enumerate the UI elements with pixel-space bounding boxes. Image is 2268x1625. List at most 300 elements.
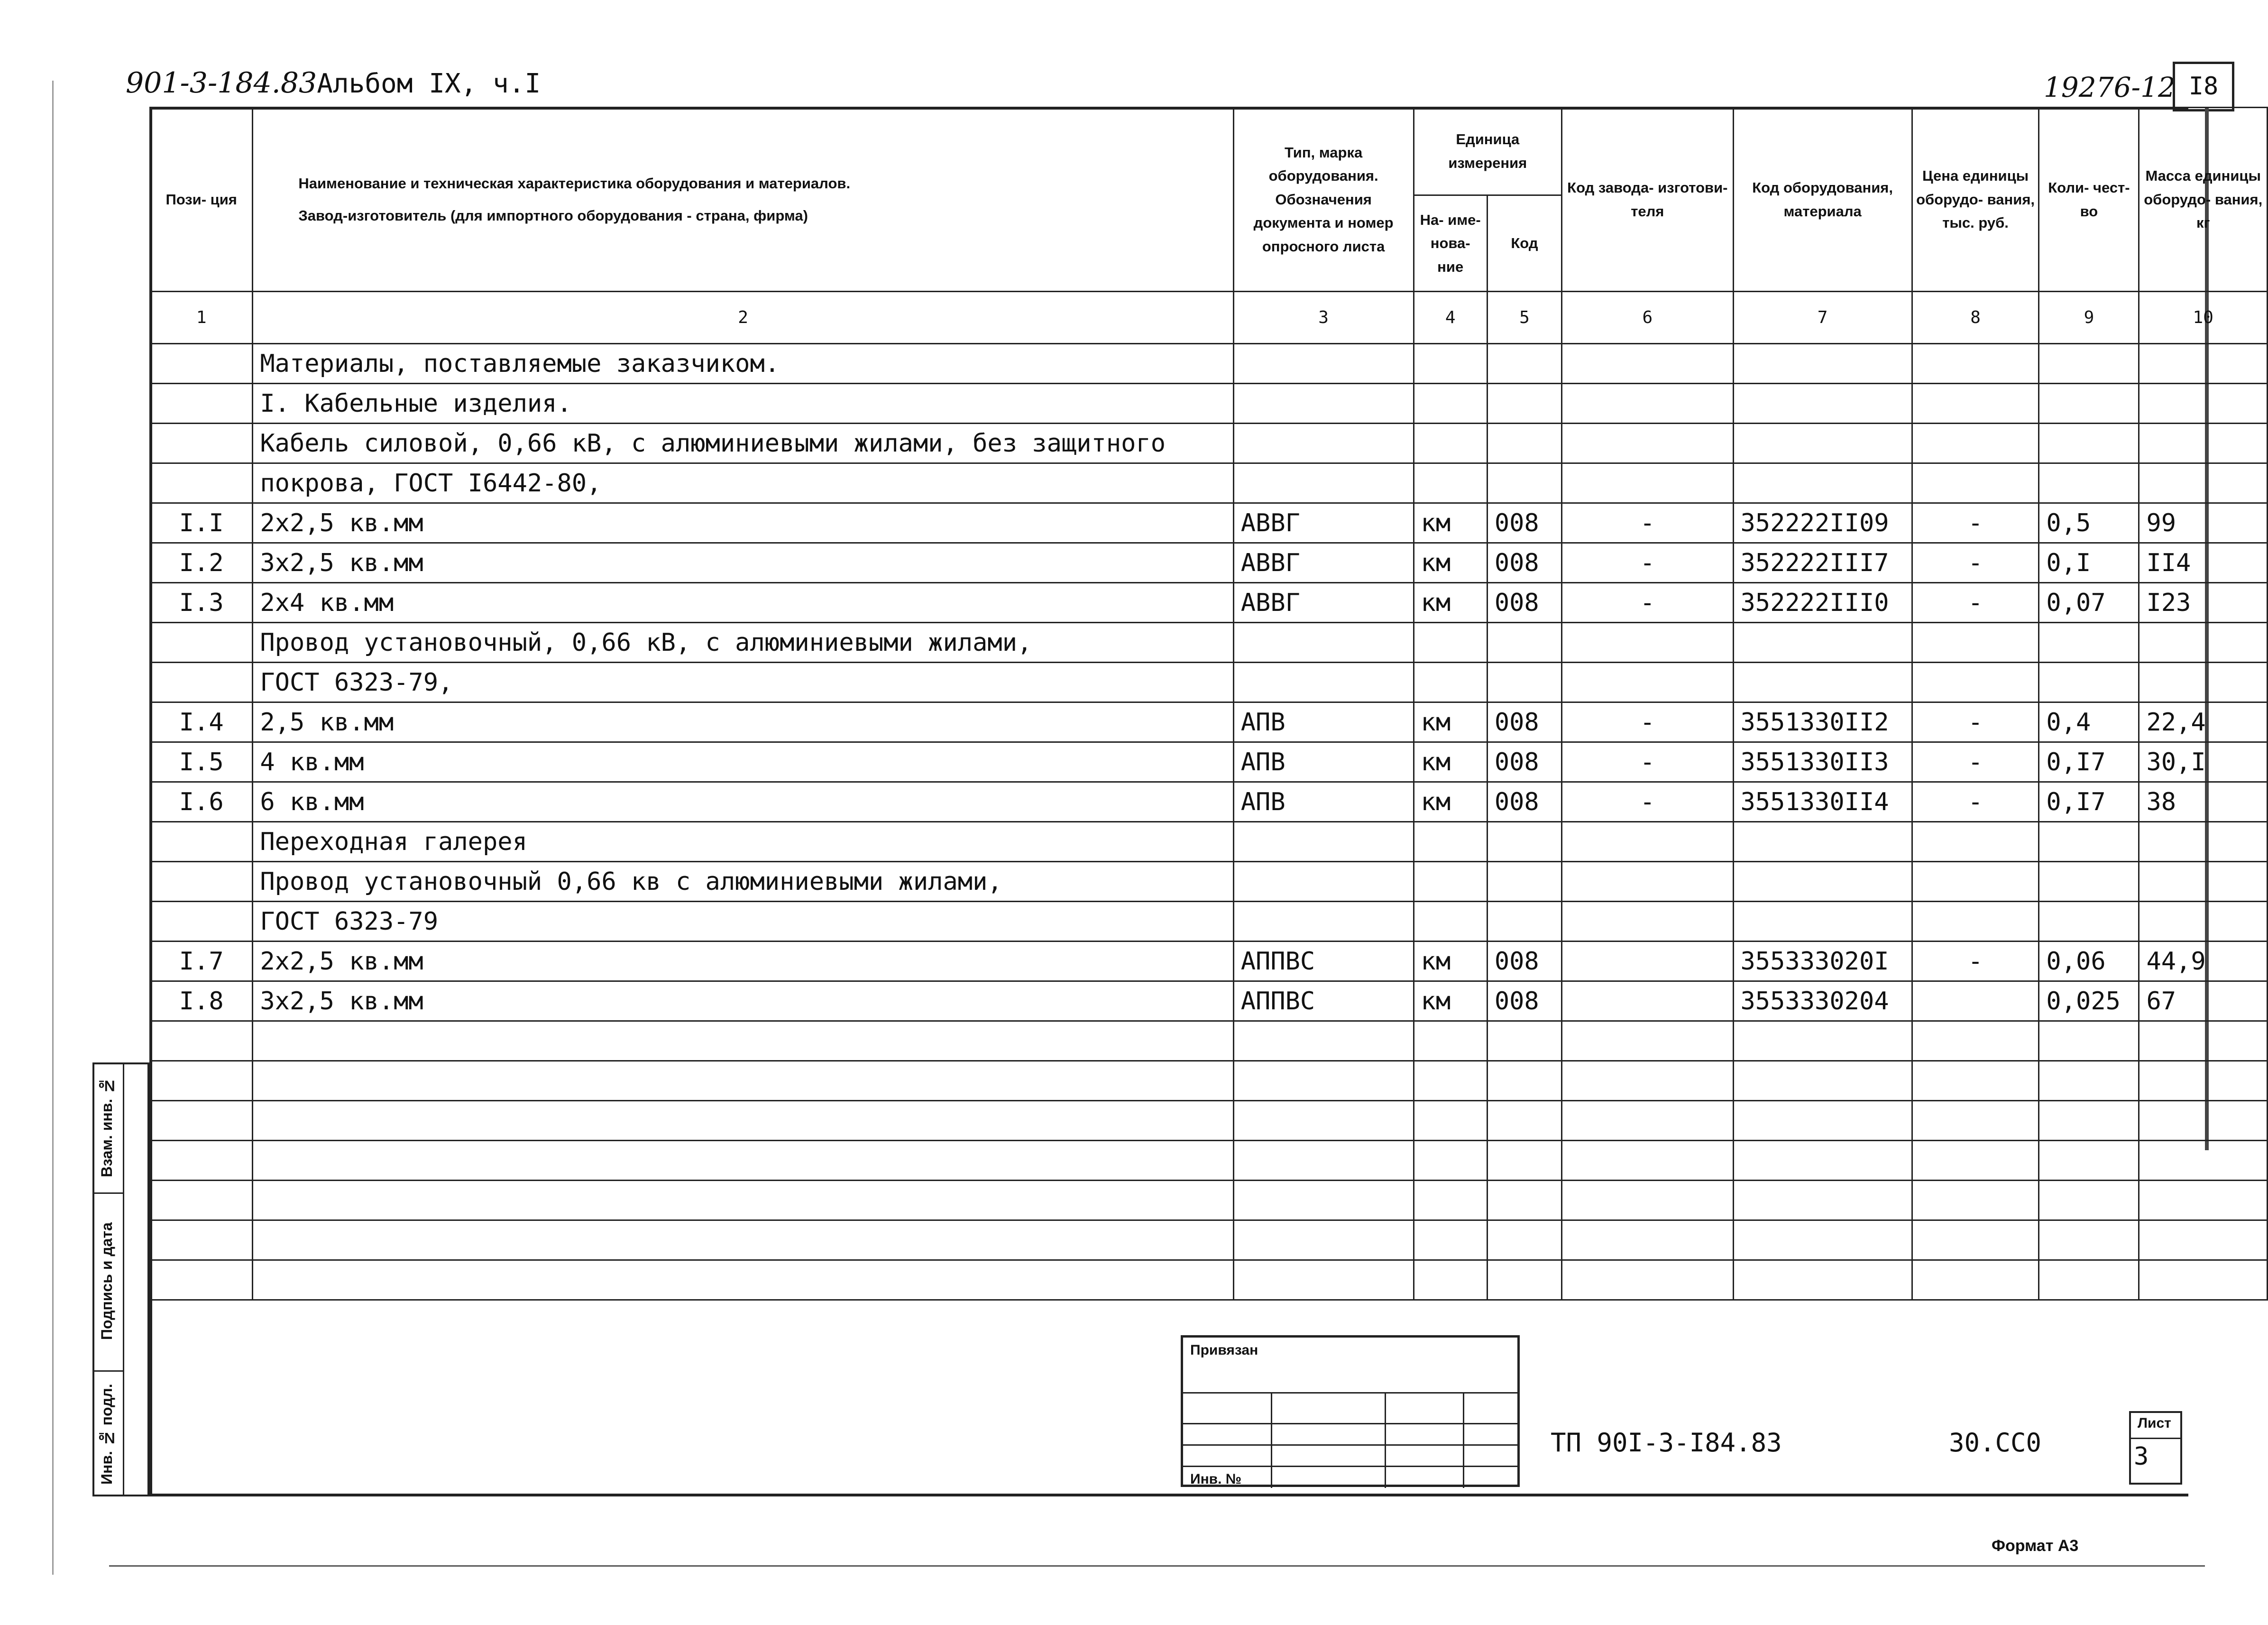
row-maker-code: - <box>1562 583 1733 623</box>
format-label: Формат А3 <box>1992 1537 2079 1555</box>
row-position: I.6 <box>150 782 253 822</box>
row-price: - <box>1912 742 2039 782</box>
row-name <box>253 1260 1233 1300</box>
row-price <box>1912 862 2039 902</box>
row-maker-code <box>1562 902 1733 942</box>
row-position <box>150 623 253 663</box>
row-unit <box>1414 1021 1487 1061</box>
row-name <box>253 1220 1233 1260</box>
column-number: 9 <box>2039 292 2139 344</box>
table-row <box>150 822 2268 862</box>
row-unit-code <box>1487 862 1561 902</box>
row-quantity: 0,06 <box>2039 942 2139 981</box>
row-name <box>253 1181 1233 1220</box>
document-code: 30.СС0 <box>1949 1428 2042 1458</box>
row-price <box>1912 384 2039 424</box>
row-unit: км <box>1414 543 1487 583</box>
header-type: Тип, марка оборудования. Обозначения документа и номер опросного листа <box>1233 108 1414 292</box>
album-label: Альбом IX, ч.I <box>317 68 541 99</box>
row-type: АПВ <box>1233 702 1414 742</box>
row-mass <box>2139 862 2268 902</box>
row-mass <box>2139 384 2268 424</box>
row-equipment-code: 3551330II4 <box>1733 782 1912 822</box>
row-maker-code: - <box>1562 543 1733 583</box>
header-position: Пози- ция <box>150 108 253 292</box>
row-position <box>150 1141 253 1181</box>
column-number: 10 <box>2139 292 2268 344</box>
row-maker-code <box>1562 463 1733 503</box>
row-name: I. Кабельные изделия. <box>253 384 1233 424</box>
row-position <box>150 1021 253 1061</box>
header-mass: Масса единицы оборудо- вания, кг <box>2139 108 2268 292</box>
attachment-stamp <box>1181 1335 1520 1487</box>
row-equipment-code <box>1733 1021 1912 1061</box>
table-row <box>150 702 2268 742</box>
column-number: 3 <box>1233 292 1414 344</box>
row-name: 2х2,5 кв.мм <box>253 942 1233 981</box>
row-position <box>150 1101 253 1141</box>
row-quantity: 0,5 <box>2039 503 2139 543</box>
row-unit-code <box>1487 822 1561 862</box>
side-sign-date-label: Подпись и дата <box>98 1222 115 1340</box>
row-maker-code <box>1562 424 1733 463</box>
row-mass <box>2139 1181 2268 1220</box>
row-mass: 44,9 <box>2139 942 2268 981</box>
row-unit: км <box>1414 583 1487 623</box>
row-quantity: 0,I7 <box>2039 742 2139 782</box>
row-name: Провод установочный 0,66 кв с алюминиевыми жилами, <box>253 862 1233 902</box>
row-maker-code: - <box>1562 503 1733 543</box>
row-unit-code <box>1487 1021 1561 1061</box>
row-type <box>1233 384 1414 424</box>
row-position <box>150 1220 253 1260</box>
row-type: АВВГ <box>1233 503 1414 543</box>
header-equipment-code: Код оборудования, материала <box>1733 108 1912 292</box>
row-position <box>150 1061 253 1101</box>
stamp-inv-label: Инв. № <box>1190 1471 1242 1487</box>
row-equipment-code: 3551330II2 <box>1733 702 1912 742</box>
row-type: АППВС <box>1233 942 1414 981</box>
row-type <box>1233 822 1414 862</box>
row-price <box>1912 344 2039 384</box>
row-unit-code: 008 <box>1487 543 1561 583</box>
row-quantity <box>2039 1101 2139 1141</box>
row-name <box>253 1061 1233 1101</box>
row-equipment-code <box>1733 463 1912 503</box>
stamp-attached-label: Привязан <box>1190 1342 1258 1358</box>
header-price: Цена единицы оборудо- вания, тыс. руб. <box>1912 108 2039 292</box>
row-mass: 99 <box>2139 503 2268 543</box>
header-unit-name: На- име- нова- ние <box>1414 195 1487 292</box>
handwritten-reference: 901-3-184.83 <box>126 66 317 100</box>
row-quantity <box>2039 1061 2139 1101</box>
row-mass: II4 <box>2139 543 2268 583</box>
row-type: АПВ <box>1233 782 1414 822</box>
row-name: 6 кв.мм <box>253 782 1233 822</box>
row-price <box>1912 902 2039 942</box>
column-number: 6 <box>1562 292 1733 344</box>
row-maker-code <box>1562 981 1733 1021</box>
row-unit-code <box>1487 663 1561 702</box>
side-inv-orig-label: Инв. № подл. <box>98 1384 115 1485</box>
row-unit <box>1414 1220 1487 1260</box>
row-equipment-code <box>1733 344 1912 384</box>
row-maker-code: - <box>1562 742 1733 782</box>
row-unit <box>1414 902 1487 942</box>
row-unit-code: 008 <box>1487 942 1561 981</box>
row-price <box>1912 623 2039 663</box>
row-equipment-code: 355333020I <box>1733 942 1912 981</box>
row-maker-code <box>1562 822 1733 862</box>
document-album-label <box>126 66 541 100</box>
row-maker-code <box>1562 1141 1733 1181</box>
row-unit-code: 008 <box>1487 702 1561 742</box>
table-row <box>150 742 2268 782</box>
row-unit-code <box>1487 1061 1561 1101</box>
row-quantity: 0,I <box>2039 543 2139 583</box>
left-margin-line <box>52 81 54 1575</box>
row-quantity <box>2039 424 2139 463</box>
row-unit <box>1414 623 1487 663</box>
row-position: I.3 <box>150 583 253 623</box>
row-type <box>1233 862 1414 902</box>
row-maker-code <box>1562 942 1733 981</box>
row-position: I.7 <box>150 942 253 981</box>
row-type: АПВ <box>1233 742 1414 782</box>
row-mass <box>2139 1260 2268 1300</box>
row-equipment-code <box>1733 1220 1912 1260</box>
row-unit-code <box>1487 1141 1561 1181</box>
sheet-label: Лист <box>2138 1415 2171 1431</box>
row-unit <box>1414 822 1487 862</box>
row-unit: км <box>1414 742 1487 782</box>
row-name: 2х2,5 кв.мм <box>253 503 1233 543</box>
row-mass <box>2139 822 2268 862</box>
row-quantity <box>2039 1260 2139 1300</box>
row-position: I.8 <box>150 981 253 1021</box>
row-quantity: 0,025 <box>2039 981 2139 1021</box>
row-price <box>1912 1021 2039 1061</box>
row-name: 2,5 кв.мм <box>253 702 1233 742</box>
row-unit-code <box>1487 1101 1561 1141</box>
row-unit <box>1414 1101 1487 1141</box>
row-price: - <box>1912 583 2039 623</box>
row-price: - <box>1912 782 2039 822</box>
row-unit-code <box>1487 344 1561 384</box>
row-name <box>253 1141 1233 1181</box>
row-name: 3х2,5 кв.мм <box>253 981 1233 1021</box>
row-position <box>150 1260 253 1300</box>
row-quantity <box>2039 463 2139 503</box>
row-name: 4 кв.мм <box>253 742 1233 782</box>
row-unit <box>1414 1141 1487 1181</box>
row-type <box>1233 1220 1414 1260</box>
column-number: 8 <box>1912 292 2039 344</box>
row-position <box>150 1181 253 1220</box>
table-row <box>150 503 2268 543</box>
specification-table <box>149 107 2268 1301</box>
row-name: Материалы, поставляемые заказчиком. <box>253 344 1233 384</box>
row-equipment-code <box>1733 862 1912 902</box>
row-mass: 38 <box>2139 782 2268 822</box>
row-unit-code: 008 <box>1487 782 1561 822</box>
row-mass <box>2139 1021 2268 1061</box>
row-type <box>1233 663 1414 702</box>
row-price <box>1912 1260 2039 1300</box>
row-quantity <box>2039 1220 2139 1260</box>
row-quantity <box>2039 344 2139 384</box>
row-quantity <box>2039 902 2139 942</box>
row-equipment-code <box>1733 384 1912 424</box>
row-unit-code <box>1487 463 1561 503</box>
row-quantity <box>2039 862 2139 902</box>
row-unit: км <box>1414 503 1487 543</box>
row-unit-code <box>1487 1220 1561 1260</box>
row-price <box>1912 463 2039 503</box>
row-mass: 30,I <box>2139 742 2268 782</box>
row-quantity: 0,4 <box>2039 702 2139 742</box>
table-row <box>150 902 2268 942</box>
header-unit-code: Код <box>1487 195 1561 292</box>
row-unit-code <box>1487 424 1561 463</box>
table-row <box>150 543 2268 583</box>
handwritten-right-note: 19276-12 <box>2044 71 2176 103</box>
row-price <box>1912 1101 2039 1141</box>
row-mass <box>2139 1101 2268 1141</box>
row-equipment-code <box>1733 1181 1912 1220</box>
row-maker-code <box>1562 1021 1733 1061</box>
row-quantity: 0,I7 <box>2039 782 2139 822</box>
side-stamp <box>92 1062 149 1496</box>
row-price <box>1912 1061 2039 1101</box>
row-unit-code: 008 <box>1487 583 1561 623</box>
table-row <box>150 1260 2268 1300</box>
row-price: - <box>1912 503 2039 543</box>
row-type <box>1233 463 1414 503</box>
row-unit-code <box>1487 902 1561 942</box>
row-mass <box>2139 1141 2268 1181</box>
row-unit-code <box>1487 623 1561 663</box>
row-mass <box>2139 623 2268 663</box>
row-name: ГОСТ 6323-79, <box>253 663 1233 702</box>
row-name: ГОСТ 6323-79 <box>253 902 1233 942</box>
row-price: - <box>1912 942 2039 981</box>
row-mass <box>2139 463 2268 503</box>
row-equipment-code <box>1733 424 1912 463</box>
row-maker-code <box>1562 384 1733 424</box>
row-equipment-code: 3551330II3 <box>1733 742 1912 782</box>
row-name: 2х4 кв.мм <box>253 583 1233 623</box>
row-unit <box>1414 384 1487 424</box>
row-price <box>1912 663 2039 702</box>
row-mass <box>2139 1220 2268 1260</box>
row-price: - <box>1912 702 2039 742</box>
row-position <box>150 663 253 702</box>
row-name <box>253 1021 1233 1061</box>
bottom-line <box>109 1565 2205 1567</box>
row-maker-code: - <box>1562 782 1733 822</box>
row-quantity <box>2039 1181 2139 1220</box>
row-price <box>1912 981 2039 1021</box>
row-unit <box>1414 344 1487 384</box>
row-position <box>150 902 253 942</box>
row-quantity <box>2039 384 2139 424</box>
row-mass: I23 <box>2139 583 2268 623</box>
row-type <box>1233 344 1414 384</box>
row-equipment-code <box>1733 1061 1912 1101</box>
row-mass <box>2139 1061 2268 1101</box>
column-number: 5 <box>1487 292 1561 344</box>
row-quantity <box>2039 1021 2139 1061</box>
row-maker-code <box>1562 1181 1733 1220</box>
row-equipment-code: 352222II09 <box>1733 503 1912 543</box>
table-row <box>150 1220 2268 1260</box>
row-position <box>150 384 253 424</box>
table-row <box>150 1181 2268 1220</box>
column-number: 2 <box>253 292 1233 344</box>
row-unit: км <box>1414 702 1487 742</box>
table-row <box>150 1101 2268 1141</box>
row-price <box>1912 822 2039 862</box>
row-unit <box>1414 463 1487 503</box>
row-type: АВВГ <box>1233 543 1414 583</box>
row-position: I.I <box>150 503 253 543</box>
row-type <box>1233 902 1414 942</box>
table-row <box>150 782 2268 822</box>
table-row <box>150 583 2268 623</box>
row-name: покрова, ГОСТ I6442-80, <box>253 463 1233 503</box>
column-number: 7 <box>1733 292 1912 344</box>
row-type <box>1233 1260 1414 1300</box>
row-mass <box>2139 663 2268 702</box>
row-quantity <box>2039 822 2139 862</box>
sheet-box <box>2129 1411 2182 1485</box>
row-unit <box>1414 862 1487 902</box>
row-unit <box>1414 1181 1487 1220</box>
row-unit <box>1414 424 1487 463</box>
row-equipment-code: 352222III0 <box>1733 583 1912 623</box>
row-equipment-code <box>1733 1101 1912 1141</box>
table-row <box>150 663 2268 702</box>
row-price <box>1912 1220 2039 1260</box>
row-mass <box>2139 344 2268 384</box>
row-unit <box>1414 1061 1487 1101</box>
row-maker-code <box>1562 1260 1733 1300</box>
table-row <box>150 981 2268 1021</box>
row-equipment-code <box>1733 1260 1912 1300</box>
row-name: Провод установочный, 0,66 кВ, с алюминиевыми жилами, <box>253 623 1233 663</box>
row-position: I.2 <box>150 543 253 583</box>
table-row <box>150 1141 2268 1181</box>
row-quantity <box>2039 623 2139 663</box>
row-unit: км <box>1414 942 1487 981</box>
row-equipment-code <box>1733 663 1912 702</box>
row-type: АППВС <box>1233 981 1414 1021</box>
row-mass <box>2139 902 2268 942</box>
row-type: АВВГ <box>1233 583 1414 623</box>
row-position <box>150 463 253 503</box>
row-maker-code <box>1562 862 1733 902</box>
row-quantity: 0,07 <box>2039 583 2139 623</box>
row-equipment-code: 352222III7 <box>1733 543 1912 583</box>
row-unit-code: 008 <box>1487 742 1561 782</box>
table-row <box>150 942 2268 981</box>
row-position: I.4 <box>150 702 253 742</box>
row-maker-code <box>1562 344 1733 384</box>
row-position <box>150 424 253 463</box>
header-unit-group: Единица измерения <box>1414 108 1562 195</box>
row-maker-code <box>1562 663 1733 702</box>
row-name: 3х2,5 кв.мм <box>253 543 1233 583</box>
row-maker-code <box>1562 1220 1733 1260</box>
row-equipment-code <box>1733 822 1912 862</box>
row-unit-code <box>1487 1260 1561 1300</box>
row-quantity <box>2039 663 2139 702</box>
row-equipment-code <box>1733 623 1912 663</box>
row-price: - <box>1912 543 2039 583</box>
row-type <box>1233 424 1414 463</box>
table-row <box>150 344 2268 384</box>
header-name <box>253 108 1233 292</box>
row-position <box>150 862 253 902</box>
row-position <box>150 822 253 862</box>
row-type <box>1233 623 1414 663</box>
row-position <box>150 344 253 384</box>
row-type <box>1233 1101 1414 1141</box>
table-row <box>150 424 2268 463</box>
sheet-value: 3 <box>2134 1442 2149 1471</box>
side-vzam-label: Взам. инв. № <box>98 1077 115 1177</box>
row-quantity <box>2039 1141 2139 1181</box>
corner-sheet-number: I8 <box>2173 62 2234 111</box>
row-maker-code <box>1562 1101 1733 1141</box>
row-type <box>1233 1061 1414 1101</box>
table-row <box>150 862 2268 902</box>
row-type <box>1233 1021 1414 1061</box>
header-name-line2: Завод-изготовитель (для импортного оборудования - страна, фирма) <box>298 207 808 224</box>
header-quantity: Коли- чест- во <box>2039 108 2139 292</box>
row-position: I.5 <box>150 742 253 782</box>
row-price <box>1912 1141 2039 1181</box>
row-equipment-code <box>1733 1141 1912 1181</box>
row-equipment-code <box>1733 902 1912 942</box>
table-row <box>150 1021 2268 1061</box>
row-mass: 22,4 <box>2139 702 2268 742</box>
row-price <box>1912 1181 2039 1220</box>
row-unit-code: 008 <box>1487 503 1561 543</box>
row-name: Кабель силовой, 0,66 кВ, с алюминиевыми жилами, без защитного <box>253 424 1233 463</box>
row-unit: км <box>1414 981 1487 1021</box>
row-unit <box>1414 663 1487 702</box>
row-unit-code <box>1487 384 1561 424</box>
header-maker-code: Код завода- изготови- теля <box>1562 108 1733 292</box>
row-unit: км <box>1414 782 1487 822</box>
document-number: ТП 90I-3-I84.83 <box>1551 1428 1782 1458</box>
row-mass: 67 <box>2139 981 2268 1021</box>
row-maker-code: - <box>1562 702 1733 742</box>
column-number: 4 <box>1414 292 1487 344</box>
row-maker-code <box>1562 623 1733 663</box>
header-name-line1: Наименование и техническая характеристика оборудования и материалов. <box>298 175 851 192</box>
row-type <box>1233 1141 1414 1181</box>
row-unit-code <box>1487 1181 1561 1220</box>
row-price <box>1912 424 2039 463</box>
table-row <box>150 623 2268 663</box>
table-row <box>150 384 2268 424</box>
row-mass <box>2139 424 2268 463</box>
row-name <box>253 1101 1233 1141</box>
table-row <box>150 1061 2268 1101</box>
